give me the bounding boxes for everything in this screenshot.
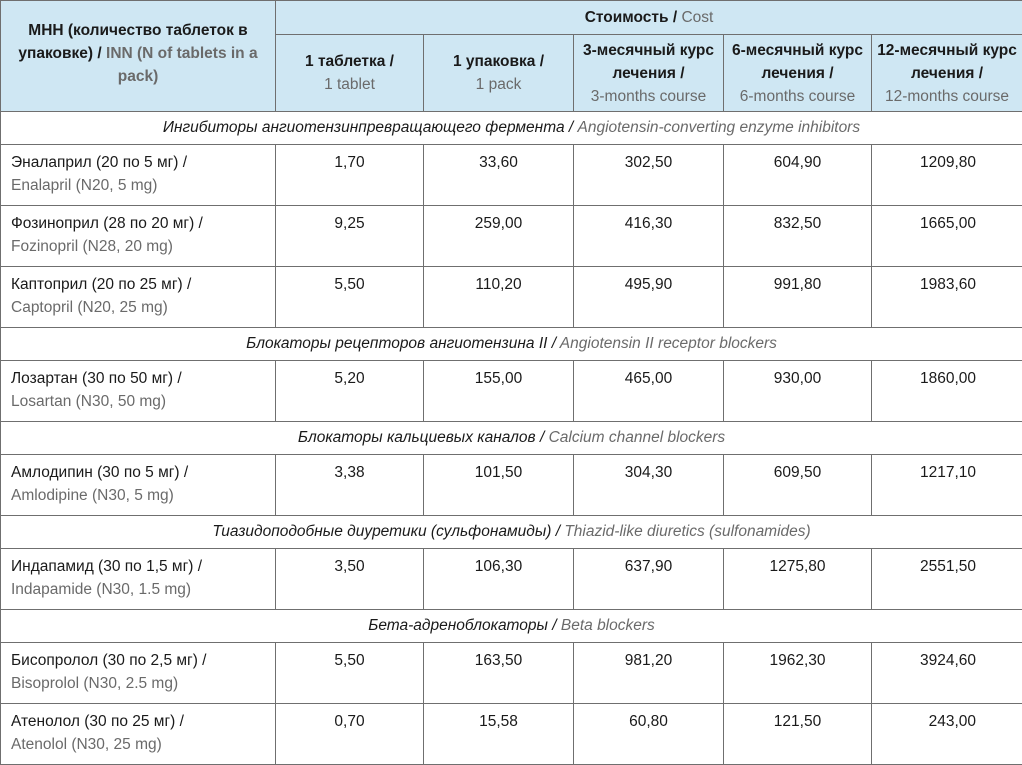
column-header-ru: 12-месячный курс лечения / (877, 42, 1017, 82)
drug-name-ru: Индапамид (30 по 1,5 мг) / (11, 558, 202, 575)
cost-cell-tablet: 0,70 (276, 704, 424, 765)
drug-name-en: Indapamide (N30, 1.5 mg) (11, 581, 191, 598)
table-row (1, 704, 1022, 765)
cost-cell-tablet: 3,38 (276, 455, 424, 516)
cost-cell-tablet: 5,20 (276, 361, 424, 422)
cost-cell-12-months: 1665,00 (872, 206, 1022, 267)
drug-name-ru: Бисопролол (30 по 2,5 мг) / (11, 652, 206, 669)
cost-cell-tablet: 3,50 (276, 549, 424, 610)
cost-cell-6-months: 604,90 (724, 145, 872, 206)
cost-cell-pack: 259,00 (424, 206, 574, 267)
cost-cell-6-months: 1962,30 (724, 643, 872, 704)
cost-cell-pack: 110,20 (424, 267, 574, 328)
drug-name-ru: Атенолол (30 по 25 мг) / (11, 713, 184, 730)
drug-name-cell (1, 704, 276, 765)
drug-name-cell (1, 643, 276, 704)
inn-header-en: INN (N of tablets in a pack) (106, 45, 258, 85)
drug-name-cell (1, 267, 276, 328)
cost-cell-6-months: 832,50 (724, 206, 872, 267)
group-title-en: Beta blockers (561, 617, 655, 634)
cost-cell-12-months: 3924,60 (872, 643, 1022, 704)
group-title-en: Angiotensin II receptor blockers (560, 335, 777, 352)
cost-cell-12-months: 2551,50 (872, 549, 1022, 610)
cost-cell-pack: 163,50 (424, 643, 574, 704)
drug-name-en: Atenolol (N30, 25 mg) (11, 736, 162, 753)
table-header (1, 1, 1022, 112)
cost-cell-12-months: 1209,80 (872, 145, 1022, 206)
drug-name-en: Fozinopril (N28, 20 mg) (11, 238, 173, 255)
table-row (1, 361, 1022, 422)
drug-name-cell (1, 455, 276, 516)
group-row (1, 328, 1022, 361)
cost-cell-3-months: 495,90 (574, 267, 724, 328)
group-title (1, 112, 1022, 145)
drug-name-ru: Амлодипин (30 по 5 мг) / (11, 464, 188, 481)
cost-cell-6-months: 991,80 (724, 267, 872, 328)
drug-name-en: Enalapril (N20, 5 mg) (11, 177, 157, 194)
table-row (1, 145, 1022, 206)
cost-group-header (276, 1, 1022, 35)
group-title-ru: Блокаторы кальциевых каналов / (298, 429, 544, 446)
cost-cell-tablet: 5,50 (276, 643, 424, 704)
cost-cell-pack: 33,60 (424, 145, 574, 206)
column-header-en: 6-months course (740, 88, 855, 105)
cost-cell-12-months: 243,00 (872, 704, 1022, 765)
cost-cell-6-months: 930,00 (724, 361, 872, 422)
drug-name-ru: Фозиноприл (28 по 20 мг) / (11, 215, 203, 232)
header-row-cost (1, 1, 1022, 35)
cost-cell-3-months: 465,00 (574, 361, 724, 422)
cost-cell-pack: 101,50 (424, 455, 574, 516)
column-header-ru: 1 таблетка / (305, 53, 394, 70)
column-header-pack (424, 35, 574, 112)
column-header-3-months (574, 35, 724, 112)
group-title-en: Angiotensin-converting enzyme inhibitors (578, 119, 861, 136)
cost-cell-3-months: 304,30 (574, 455, 724, 516)
column-header-ru: 3-месячный курс лечения / (583, 42, 714, 82)
table-row (1, 267, 1022, 328)
column-header-6-months (724, 35, 872, 112)
drug-name-en: Bisoprolol (N30, 2.5 mg) (11, 675, 178, 692)
cost-cell-tablet: 1,70 (276, 145, 424, 206)
cost-cell-tablet: 9,25 (276, 206, 424, 267)
drug-name-ru: Эналаприл (20 по 5 мг) / (11, 154, 187, 171)
drug-name-cell (1, 361, 276, 422)
group-row (1, 610, 1022, 643)
table-row (1, 549, 1022, 610)
drug-name-cell (1, 145, 276, 206)
group-title (1, 516, 1022, 549)
drug-name-en: Amlodipine (N30, 5 mg) (11, 487, 174, 504)
group-title-ru: Ингибиторы ангиотензинпревращающего фермента / (163, 119, 573, 136)
column-header-ru: 6-месячный курс лечения / (732, 42, 863, 82)
group-title (1, 610, 1022, 643)
drug-name-cell (1, 206, 276, 267)
group-title-en: Thiazid-like diuretics (sulfonamides) (564, 523, 810, 540)
column-header-en: 12-months course (885, 88, 1009, 105)
column-header-12-months (872, 35, 1022, 112)
group-row (1, 422, 1022, 455)
table-row (1, 455, 1022, 516)
group-title-ru: Блокаторы рецепторов ангиотензина II / (246, 335, 556, 352)
group-title (1, 422, 1022, 455)
cost-header-en: Cost (681, 9, 713, 26)
cost-cell-pack: 15,58 (424, 704, 574, 765)
cost-cell-pack: 155,00 (424, 361, 574, 422)
group-title-ru: Тиазидоподобные диуретики (сульфонамиды) / (212, 523, 560, 540)
group-title (1, 328, 1022, 361)
cost-cell-12-months: 1860,00 (872, 361, 1022, 422)
drug-name-cell (1, 549, 276, 610)
cost-cell-3-months: 302,50 (574, 145, 724, 206)
cost-cell-pack: 106,30 (424, 549, 574, 610)
table-row (1, 206, 1022, 267)
group-title-ru: Бета-адреноблокаторы / (368, 617, 556, 634)
cost-cell-6-months: 1275,80 (724, 549, 872, 610)
column-header-en: 1 tablet (324, 76, 375, 93)
inn-column-header (1, 1, 276, 112)
table-body (1, 112, 1022, 765)
cost-header-ru: Стоимость / (585, 9, 677, 26)
drug-name-en: Losartan (N30, 50 mg) (11, 393, 166, 410)
drug-name-en: Captopril (N20, 25 mg) (11, 299, 168, 316)
column-header-tablet (276, 35, 424, 112)
cost-cell-tablet: 5,50 (276, 267, 424, 328)
cost-cell-12-months: 1217,10 (872, 455, 1022, 516)
group-title-en: Calcium channel blockers (549, 429, 726, 446)
cost-cell-3-months: 637,90 (574, 549, 724, 610)
group-row (1, 516, 1022, 549)
table-row (1, 643, 1022, 704)
inn-header-ru: МНН (количество таблеток в упаковке) / (18, 22, 247, 62)
column-header-en: 1 pack (476, 76, 522, 93)
cost-cell-6-months: 121,50 (724, 704, 872, 765)
cost-cell-3-months: 416,30 (574, 206, 724, 267)
group-row (1, 112, 1022, 145)
drug-name-ru: Лозартан (30 по 50 мг) / (11, 370, 182, 387)
cost-cell-12-months: 1983,60 (872, 267, 1022, 328)
cost-cell-3-months: 981,20 (574, 643, 724, 704)
cost-cell-6-months: 609,50 (724, 455, 872, 516)
cost-cell-3-months: 60,80 (574, 704, 724, 765)
column-header-en: 3-months course (591, 88, 706, 105)
drug-name-ru: Каптоприл (20 по 25 мг) / (11, 276, 191, 293)
column-header-ru: 1 упаковка / (453, 53, 544, 70)
